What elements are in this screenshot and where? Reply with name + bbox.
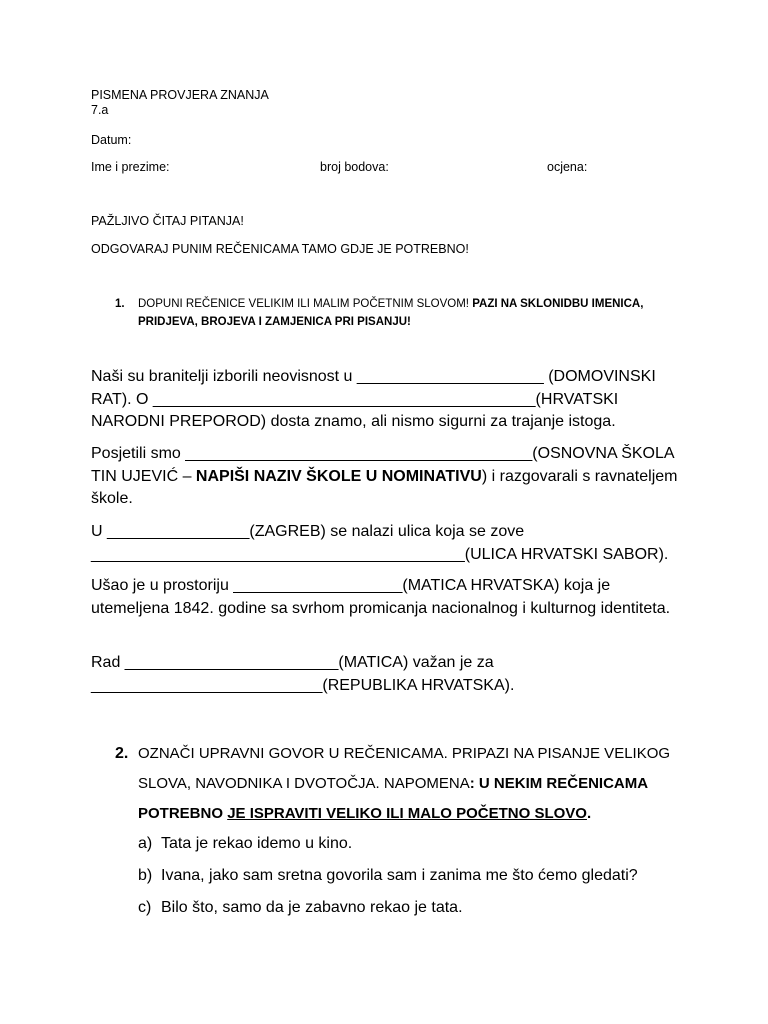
fill-in-sentence: Naši su branitelji izborili neovisnost u _____________________ (DOMOVINSKI RAT). O ___________________________________________(HRVATSKI NARODNI PREPOROD) dosta znamo, ali nismo sigurni za trajanje istoga. <box>91 368 656 430</box>
worksheet-title: PISMENA PROVJERA ZNANJA <box>91 88 269 102</box>
sentence-bold-note: NAPIŠI NAZIV ŠKOLE U NOMINATIVU <box>195 467 482 485</box>
question-2-option-a <box>138 833 352 855</box>
question-1-text-plain: DOPUNI REČENICE VELIKIM ILI MALIM POČETNIM SLOVOM! <box>138 298 473 310</box>
question-2-text-bold-end: . <box>586 805 592 822</box>
question-1-paragraph-1 <box>91 366 681 434</box>
name-label: Ime i prezime: <box>91 160 170 174</box>
fill-in-sentence <box>91 443 681 511</box>
question-1-text-bold: PAZI NA SKLONIDBU IMENICA, PRIDJEVA, BROJEVA I ZAMJENICA PRI PISANJU! <box>138 298 644 328</box>
fill-in-sentence: Ušao je u prostoriju ___________________(MATICA HRVATSKA) koja je utemeljena 1842. godine sa svrhom promicanja nacionalnog i kulturnog identiteta. <box>91 577 671 617</box>
option-text: Ivana, jako sam sretna govorila sam i zanima me što ćemo gledati? <box>161 867 638 884</box>
fill-in-sentence: U ________________(ZAGREB) se nalazi ulica koja se zove __________________________________________(ULICA HRVATSKI SABOR). <box>91 523 669 563</box>
question-2-heading <box>115 739 675 829</box>
question-1-paragraph-2 <box>91 443 681 511</box>
instruction-full-sentences: ODGOVARAJ PUNIM REČENICAMA TAMO GDJE JE POTREBNO! <box>91 242 469 256</box>
grade-label: ocjena: <box>547 160 588 174</box>
option-text: Tata je rekao idemo u kino. <box>161 835 353 852</box>
class-label: 7.a <box>91 103 109 117</box>
instruction-read-carefully: PAŽLJIVO ČITAJ PITANJA! <box>91 214 244 228</box>
sentence-part: Posjetili smo _______________________________________(OSNOVNA ŠKOLA TIN UJEVIĆ – <box>91 445 674 485</box>
fill-in-sentence: Rad ________________________(MATICA) važan je za __________________________(REPUBLIKA HRVATSKA). <box>91 654 515 694</box>
points-label: broj bodova: <box>320 160 389 174</box>
question-2-option-b <box>138 865 638 887</box>
question-2-text-bold: : U NEKIM REČENICAMA POTREBNO <box>138 775 648 822</box>
question-1-heading <box>115 295 695 331</box>
option-text: Bilo što, samo da je zabavno rekao je tata. <box>161 899 463 916</box>
question-1-paragraph-5 <box>91 652 681 697</box>
question-1-paragraph-3 <box>91 521 681 566</box>
question-1-paragraph-4 <box>91 575 681 620</box>
question-2-text-plain: OZNAČI UPRAVNI GOVOR U REČENICAMA. PRIPAZI NA PISANJE VELIKOG SLOVA, NAVODNIKA I DVOTOČJA. NAPOMENA <box>138 745 671 792</box>
question-1-text <box>138 295 695 331</box>
question-2-option-c <box>138 897 463 919</box>
question-2-number: 2. <box>115 745 129 762</box>
question-1-number: 1. <box>115 298 125 310</box>
option-label: c) <box>138 899 152 916</box>
option-label: b) <box>138 867 153 884</box>
option-label: a) <box>138 835 153 852</box>
question-2-text <box>138 739 675 829</box>
question-2-text-bold-underline: JE ISPRAVITI VELIKO ILI MALO POČETNO SLOVO <box>227 805 587 822</box>
date-label: Datum: <box>91 133 132 147</box>
sentence-part: ) i razgovarali s ravnateljem škole. <box>91 467 678 507</box>
